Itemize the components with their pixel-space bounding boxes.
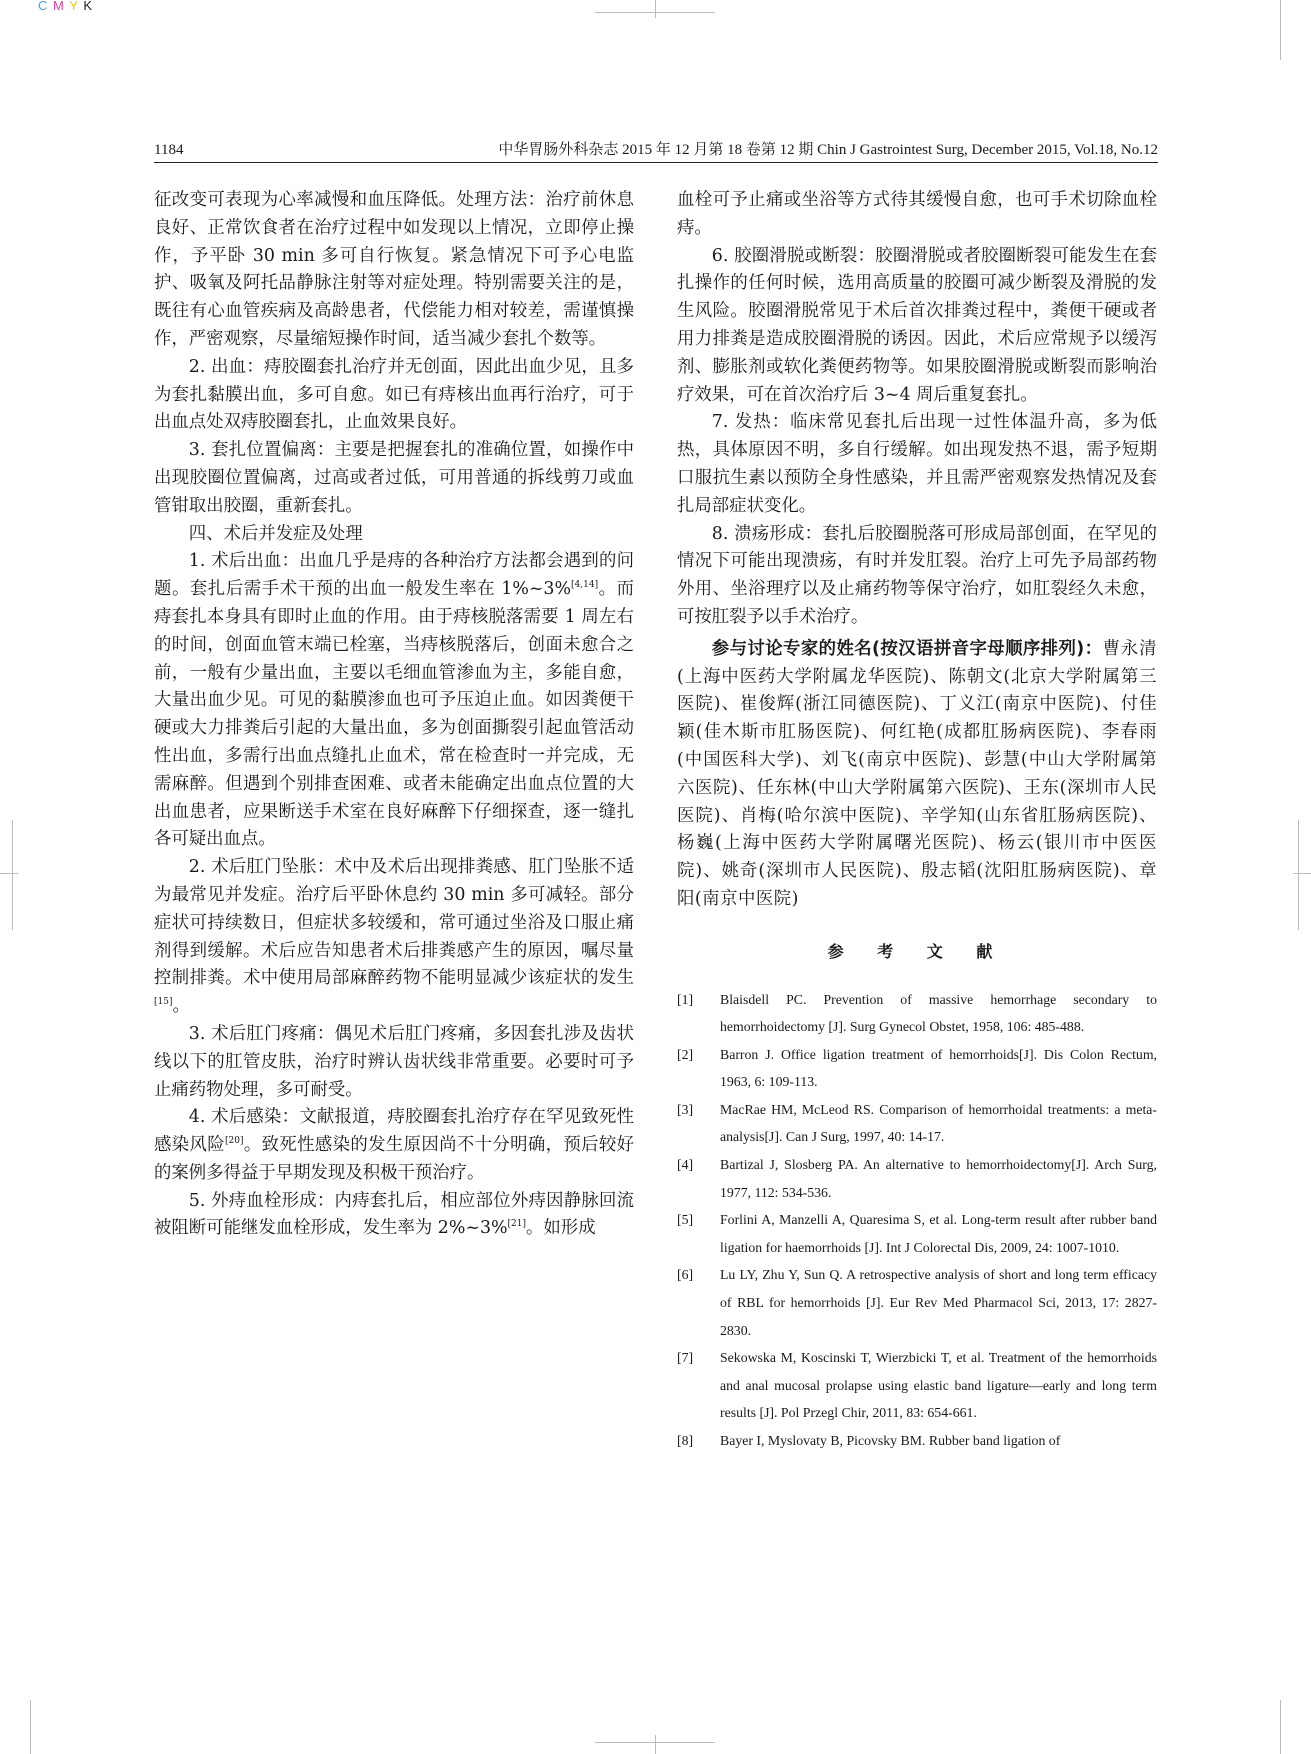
cmyk-print-marks: C M Y K <box>38 0 93 13</box>
crop-mark-corner <box>1280 1700 1281 1754</box>
reference-item: [4] Bartizal J, Slosberg PA. An alternative to hemorrhoidectomy[J]. Arch Surg, 1977, 112: 534-536. <box>677 1157 1157 1200</box>
paragraph: 5. 外痔血栓形成：内痔套扎后，相应部位外痔因静脉回流被阻断可能继发血栓形成，发生率为 2%~3%[21]。如形成 <box>154 1190 634 1239</box>
paragraph: 1. 术后出血：出血几乎是痔的各种治疗方法都会遇到的问题。套扎后需手术干预的出血一般发生率在 1%~3%[4,14]。而痔套扎本身具有即时止血的作用。由于痔核脱落需要 1 周左右的时间，创面血管末端已栓塞，当痔核脱落后，创面未愈合之前，一般有少量出血，主要以毛细血管渗血为主，多能自愈，大量出血少见。可见的黏膜渗血也可予压迫止血。如因粪便干硬或大力排粪后引起的大量出血，多为创面撕裂引起血管活动性出血，多需行出血点缝扎止血术，常在检查时一并完成，无需麻醉。但遇到个别排查困难、或者未能确定出血点位置的大出血患者，应果断送手术室在良好麻醉下仔细探查，逐一缝扎各可疑出血点。 <box>154 551 634 850</box>
crop-mark-right <box>1293 873 1311 874</box>
reference-item: [7] Sekowska M, Koscinski T, Wierzbicki T, et al. Treatment of the hemorrhoids and anal mucosal prolapse using elastic band ligature—early and long term results [J]. Pol Przegl Chir, 2011, 83: 654-661. <box>677 1350 1157 1421</box>
paragraph: 6. 胶圈滑脱或断裂：胶圈滑脱或者胶圈断裂可能发生在套扎操作的任何时候，选用高质量的胶圈可减少断裂及滑脱的发生风险。胶圈滑脱常见于术后首次排粪过程中，粪便干硬或者用力排粪是造成胶圈滑脱的诱因。因此，术后应常规予以缓泻剂、膨胀剂或软化粪便药物等。如果胶圈滑脱或断裂而影响治疗效果，可在首次治疗后 3~4 周后重复套扎。 <box>677 245 1157 405</box>
crop-mark-left <box>12 820 13 930</box>
reference-item: [1] Blaisdell PC. Prevention of massive hemorrhage secondary to hemorrhoidectomy [J]. Surg Gynecol Obstet, 1958, 106: 485-488. <box>677 991 1157 1035</box>
paragraph: 7. 发热：临床常见套扎后出现一过性体温升高，多为低热，具体原因不明，多自行缓解。如出现发热不退，需予短期口服抗生素以预防全身性感染，并且需严密观察发热情况及套扎局部症状变化。 <box>677 412 1157 516</box>
section-heading: 四、术后并发症及处理 <box>188 523 363 544</box>
page-number: 1184 <box>154 142 184 158</box>
experts-list: 参与讨论专家的姓名(按汉语拼音字母顺序排列)：曹永清(上海中医药大学附属龙华医院)、陈朝文(北京大学附属第三医院)、崔俊辉(浙江同德医院)、丁义江(南京中医院)、付佳颖(佳木斯市肛肠医院)、何红艳(成都肛肠病医院)、李春雨(中国医科大学)、刘飞(南京中医院)、彭慧(中山大学附属第六医院)、任东林(中山大学附属第六医院)、王东(深圳市人民医院)、肖梅(哈尔滨中医院)、辛学知(山东省肛肠病医院)、杨巍(上海中医药大学附属曙光医院)、杨云(银川市中医医院)、姚奇(深圳市人民医院)、殷志韬(沈阳肛肠病医院)、章阳(南京中医院) <box>677 638 1157 909</box>
right-column <box>677 187 1157 1455</box>
crop-mark-bottom <box>655 1735 656 1754</box>
paragraph: 3. 套扎位置偏离：主要是把握套扎的准确位置，如操作中出现胶圈位置偏离，过高或者过低，可用普通的拆线剪刀或血管钳取出胶圈，重新套扎。 <box>154 440 634 516</box>
crop-mark-top <box>655 0 656 18</box>
reference-item: [3] MacRae HM, McLeod RS. Comparison of hemorrhoidal treatments: a meta-analysis[J]. Can J Surg, 1997, 40: 14-17. <box>677 1101 1157 1145</box>
citation: [21] <box>507 1219 527 1230</box>
crop-mark-left <box>0 873 18 874</box>
reference-item: [6] Lu LY, Zhu Y, Sun Q. A retrospective analysis of short and long term efficacy of RBL for hemorrhoids [J]. Eur Rev Med Pharmacol Sci, 2013, 17: 2827-2830. <box>677 1267 1157 1338</box>
crop-mark-right <box>1298 820 1299 930</box>
crop-mark-corner <box>30 1700 31 1754</box>
running-header <box>154 138 1158 163</box>
crop-mark-corner <box>1280 0 1281 60</box>
reference-item: [5] Forlini A, Manzelli A, Quaresima S, et al. Long-term result after rubber band ligation for haemorrhoids [J]. Int J Colorectal Dis, 2009, 24: 1007-1010. <box>677 1212 1157 1255</box>
reference-item: [2] Barron J. Office ligation treatment of hemorrhoids[J]. Dis Colon Rectum, 1963, 6: 109-113. <box>677 1046 1157 1090</box>
journal-title: 中华胃肠外科杂志 2015 年 12 月第 18 卷第 12 期 Chin J Gastrointest Surg, December 2015, Vol.18, No.12 <box>498 142 1158 158</box>
paragraph: 血栓可予止痛或坐浴等方式待其缓慢自愈，也可手术切除血栓痔。 <box>677 190 1157 238</box>
paragraph: 2. 出血：痔胶圈套扎治疗并无创面，因此出血少见，且多为套扎黏膜出血，多可自愈。如已有痔核出血再行治疗，可于出血点处双痔胶圈套扎，止血效果良好。 <box>154 356 634 433</box>
citation: [4,14] <box>571 580 599 591</box>
paragraph: 3. 术后肛门疼痛：偶见术后肛门疼痛，多因套扎涉及齿状线以下的肛管皮肤，治疗时辨认齿状线非常重要。必要时可予止痛药物处理，多可耐受。 <box>154 1023 634 1100</box>
citation: [15] <box>154 997 173 1008</box>
experts-heading: 参与讨论专家的姓名(按汉语拼音字母顺序排列)： <box>711 638 1103 659</box>
paragraph: 征改变可表现为心率减慢和血压降低。处理方法：治疗前休息良好、正常饮食者在治疗过程中如发现以上情况，立即停止操作，予平卧 30 min 多可自行恢复。紧急情况下可予心电监护、吸氧及阿托品静脉注射等对症处理。特别需要关注的是，既往有心血管疾病及高龄患者，代偿能力相对较差，需谨慎操作，严密观察，尽量缩短操作时间，适当减少套扎个数等。 <box>154 190 634 349</box>
reference-item: [8] Bayer I, Myslovaty B, Picovsky BM. Rubber band ligation of <box>677 1433 1061 1449</box>
paragraph: 8. 溃疡形成：套扎后胶圈脱落可形成局部创面，在罕见的情况下可能出现溃疡，有时并发肛裂。治疗上可先予局部药物外用、坐浴理疗以及止痛药物等保守治疗，如肛裂经久未愈，可按肛裂予以手术治疗。 <box>677 523 1157 627</box>
paragraph: 2. 术后肛门坠胀：术中及术后出现排粪感、肛门坠胀不适为最常见并发症。治疗后平卧休息约 30 min 多可减轻。部分症状可持续数日，但症状多较缓和，常可通过坐浴及口服止痛剂得到缓解。术后应告知患者术后排粪感产生的原因，嘱尽量控制排粪。术中使用局部麻醉药物不能明显减少该症状的发生[15]。 <box>154 857 634 1017</box>
references-heading: 参 考 文 献 <box>827 941 1007 961</box>
paragraph: 4. 术后感染：文献报道，痔胶圈套扎治疗存在罕见致死性感染风险[20]。致死性感染的发生原因尚不十分明确，预后较好的案例多得益于早期发现及积极干预治疗。 <box>154 1107 634 1183</box>
left-column <box>154 187 634 1243</box>
citation: [20] <box>225 1136 244 1147</box>
